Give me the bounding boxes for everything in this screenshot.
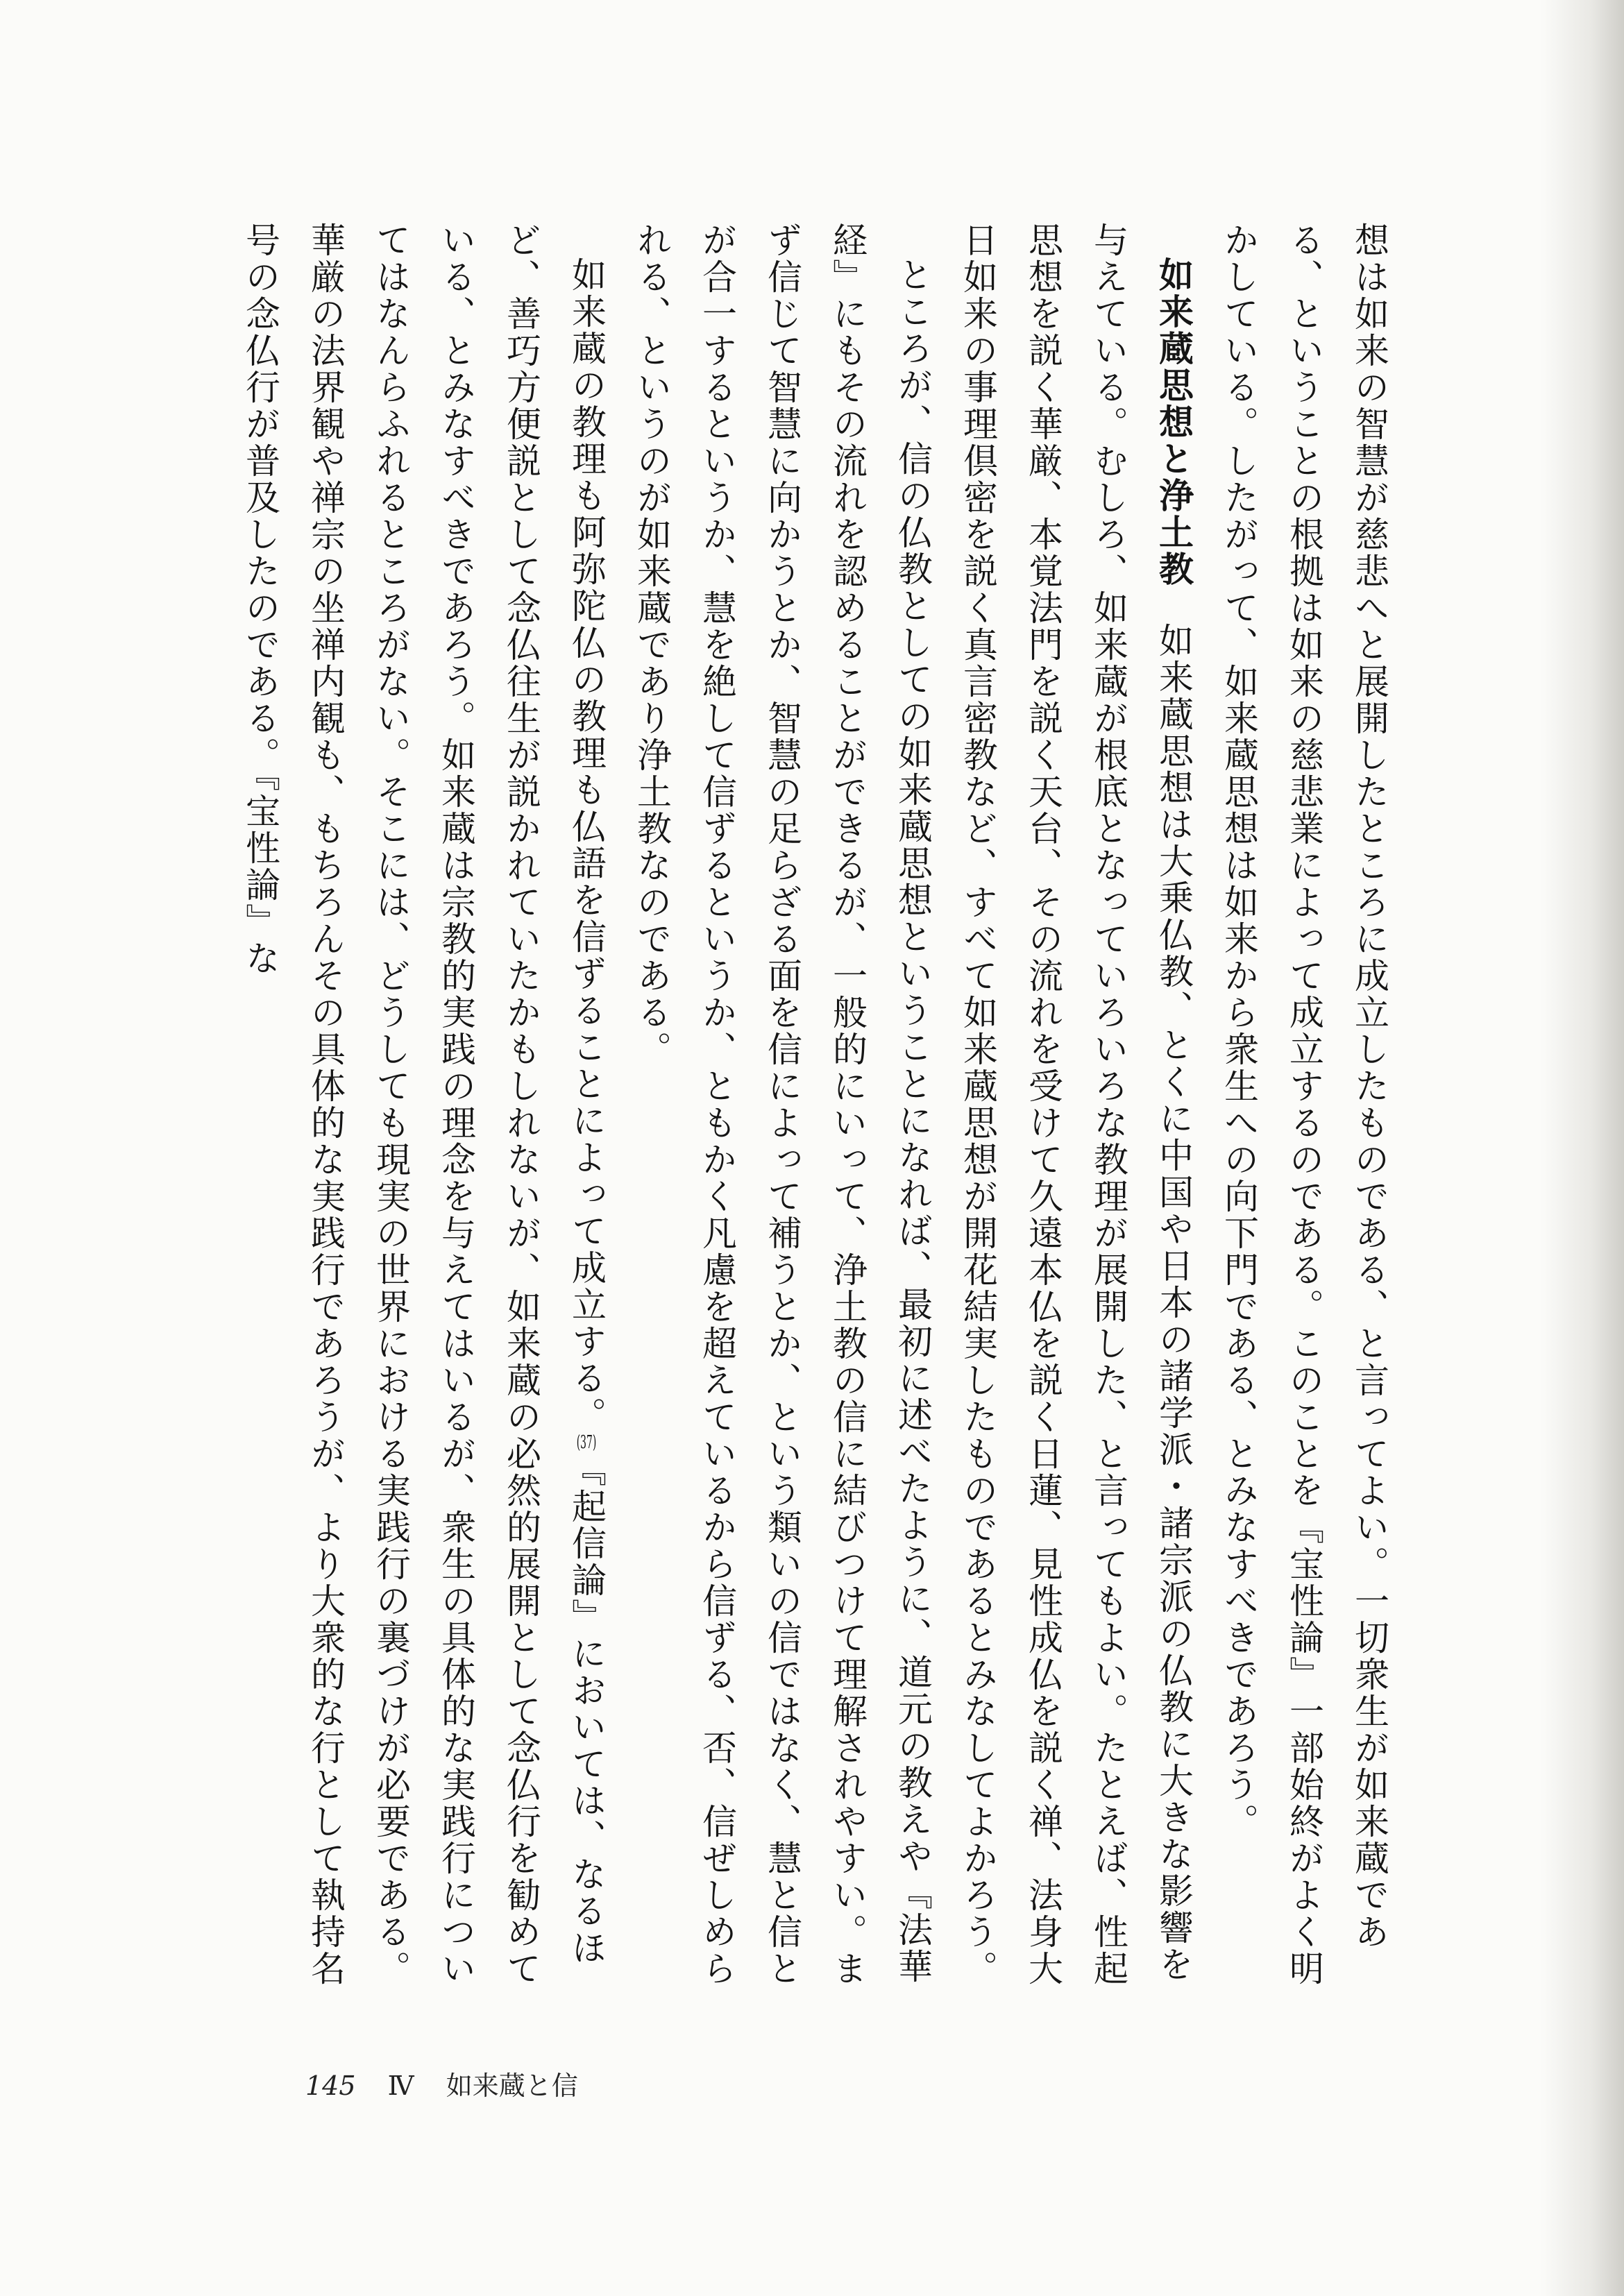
scan-shadow-edge — [1541, 0, 1624, 2296]
vertical-text-body — [153, 222, 1402, 2019]
paragraph-text-a: 如来蔵の教理も阿弥陀仏の教理も仏語を信ずることによって成立する。 — [566, 257, 607, 1434]
paragraph-text: 如来蔵思想は大乗仏教、とくに中国や日本の諸学派・諸宗派の仏教に大きな影響を与えている。むしろ、如来蔵が根底となっていろいろな教理が展開した、と言ってもよい。たとえば、性起思想を説く華厳、本覚法門を説く天台、その流れを受けて久遠本仏を説く日蓮、見性成仏を説く禅、法身大日如来の事理倶密を説く真言密教など、すべて如来蔵思想が開花結実したものであるとみなしてよかろう。 — [958, 222, 1194, 1987]
paragraph-text-b: 『起信論』においては、なるほど、善巧方便説として念仏往生が説かれていたかもしれないが、如来蔵の必然的展開として念仏行を勧めている、とみなすべきであろう。如来蔵は宗教的実践の理念を与えてはいるが、衆生の具体的な実践行についてはなんらふれるところがない。そこには、どうしても現実の世界における実践行の裏づけが必要である。華厳の法界観や禅宗の坐禅内観も、もちろんその具体的な実践行であろうが、より大衆的な行として執持名号の念仏行が普及したのである。『宝性論』な — [240, 222, 607, 1987]
page-footer — [305, 2064, 602, 2102]
footnote-reference: (37) — [576, 1434, 597, 1452]
paragraph-section — [945, 222, 1206, 2019]
section-heading: 如来蔵思想と浄土教 — [1153, 257, 1194, 588]
paragraph-faith: ところが、信の仏教としての如来蔵思想ということになれば、最初に述べたように、道元の教えや『法華経』にもその流れを認めることができるが、一般的にいって、浄土教の信に結びつけて理解されやすい。まず信じて智慧に向かうとか、智慧の足らざる面を信によって補うとか、という類いの信ではなく、慧と信とが合一するというか、慧を絶して信ずるというか、ともかく凡慮を超えているから信ずる、否、信ぜしめられる、というのが如来蔵であり浄土教なのである。 — [632, 222, 933, 1987]
page-number: 145 — [305, 2070, 356, 2101]
paragraph-continuation: 想は如来の智慧が慈悲へと展開したところに成立したものである、と言ってよい。一切衆生が如来蔵である、ということの根拠は如来の慈悲業によって成立するのである。このことを『宝性論』一部始終がよく明かしている。したがって、如来蔵思想は如来から衆生への向下門である、とみなすべきであろう。 — [1219, 222, 1389, 1987]
chapter-number: Ⅳ — [387, 2070, 414, 2101]
chapter-title: 如来蔵と信 — [446, 2070, 578, 2101]
paragraph-doctrine — [228, 222, 619, 2019]
